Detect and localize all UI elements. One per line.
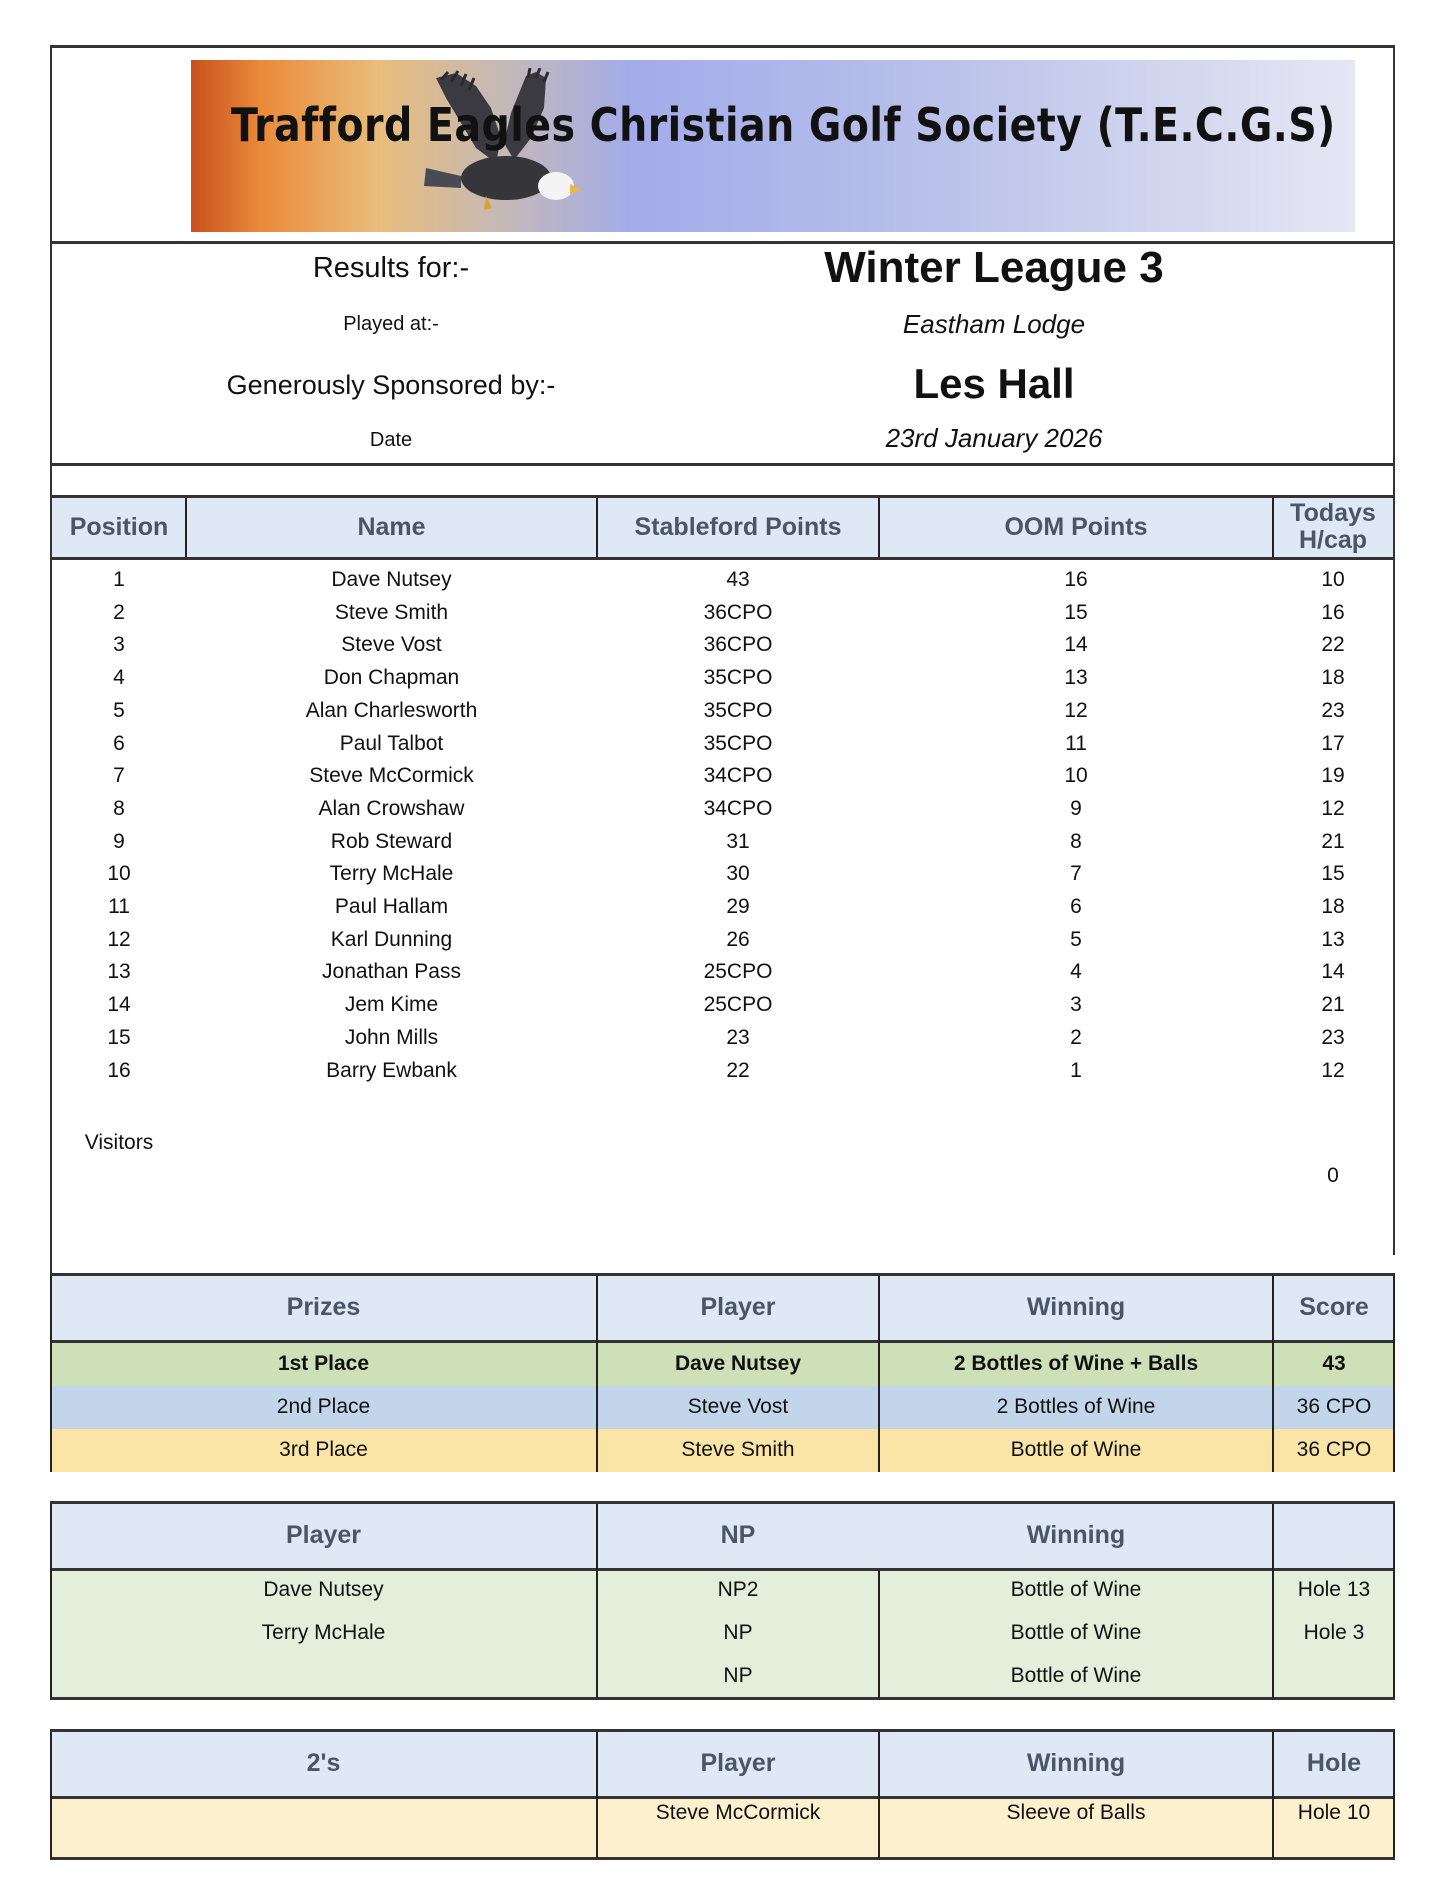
cell-hcap: 18 [1321,666,1345,690]
cell-name: Steve Vost [341,633,442,657]
banner-title: Trafford Eagles Christian Golf Society (T.E.C.G.S) [231,98,1336,152]
cell-oom: 3 [1070,993,1082,1017]
cell-hcap: 13 [1321,927,1345,951]
column-divider [50,1504,52,1698]
cell-name: Steve McCormick [309,764,474,788]
column-divider [50,1732,52,1858]
cell-oom: 10 [1064,764,1088,788]
prize-cell-score: 43 [1322,1352,1346,1375]
column-divider [878,1276,880,1472]
header-divider [596,498,598,557]
prize-cell-prize: 3rd Place [279,1438,368,1461]
prize-cell-winning: 2 Bottles of Wine [996,1395,1156,1418]
prize-cell-winning: 2 Bottles of Wine + Balls [953,1352,1199,1375]
column-divider [1272,1732,1274,1858]
twos-cell-winning: Sleeve of Balls [1006,1801,1146,1824]
cell-position: 13 [107,960,131,984]
np-cell-np: NP [723,1621,753,1644]
info-divider [50,463,1395,466]
date-value: 23rd January 2026 [885,423,1103,453]
cell-name: Alan Crowshaw [318,796,465,820]
cell-stableford: 34CPO [703,796,773,820]
frame-right-border [1393,45,1395,1255]
col-header-oom: OOM Points [1004,512,1148,541]
cell-hcap: 12 [1321,796,1345,820]
col-header-position: Position [69,512,169,541]
cell-oom: 12 [1064,698,1088,722]
date-label: Date [369,429,413,451]
played-at-label: Played at:- [343,313,439,335]
cell-position: 3 [113,633,125,657]
cell-hcap: 23 [1321,698,1345,722]
cell-position: 7 [113,764,125,788]
column-divider [596,1504,598,1698]
prizes-header-score: Score [1299,1293,1369,1322]
cell-position: 8 [113,796,125,820]
prizes-header-winning: Winning [1026,1293,1126,1322]
prize-cell-prize: 2nd Place [276,1395,371,1418]
np-bottom-border [50,1697,1395,1700]
prize-cell-player: Steve Vost [687,1395,789,1418]
cell-hcap: 15 [1321,862,1345,886]
cell-name: Don Chapman [323,666,460,690]
np-cell-hole: Hole 3 [1303,1621,1365,1644]
prize-cell-score: 36 CPO [1296,1438,1372,1461]
np-cell-winning: Bottle of Wine [1010,1621,1142,1644]
cell-position: 1 [113,568,125,591]
cell-stableford: 36CPO [703,633,773,657]
cell-name: Barry Ewbank [326,1058,457,1082]
np-cell-np: NP2 [717,1578,759,1601]
twos-header-winning: Winning [1026,1749,1126,1778]
cell-stableford: 26 [726,927,750,951]
cell-oom: 4 [1070,960,1082,984]
results-for-label: Results for:- [312,252,470,284]
cell-oom: 14 [1064,633,1088,657]
twos-header-player: Player [700,1749,776,1778]
cell-position: 10 [107,862,131,886]
frame-left-border [50,45,52,1275]
played-at-value: Eastham Lodge [902,309,1086,339]
col-header-hcap: Todays H/cap [1290,498,1376,554]
cell-oom: 1 [1070,1058,1082,1082]
np-cell-hole: Hole 13 [1297,1578,1371,1601]
cell-oom: 6 [1070,895,1082,918]
column-divider [1272,1504,1274,1698]
cell-hcap: 22 [1321,633,1345,657]
column-divider [1393,1276,1395,1472]
np-cell-player: Terry McHale [261,1621,386,1644]
cell-oom: 5 [1070,927,1082,951]
cell-hcap: 21 [1321,829,1345,853]
cell-name: Karl Dunning [330,927,453,951]
col-header-stableford: Stableford Points [634,512,842,541]
cell-stableford: 43 [726,568,750,591]
twos-cell-hole: Hole 10 [1297,1801,1371,1824]
cell-stableford: 35CPO [703,666,773,690]
cell-name: Jem Kime [344,993,439,1017]
column-divider [1393,1732,1395,1858]
np-cell-np: NP [723,1664,753,1687]
cell-hcap: 14 [1321,960,1345,984]
cell-name: Rob Steward [330,829,453,853]
column-divider [596,1276,598,1472]
cell-oom: 15 [1064,600,1088,624]
cell-stableford: 25CPO [703,960,773,984]
col-header-name: Name [357,512,426,541]
cell-oom: 8 [1070,829,1082,853]
prize-cell-player: Dave Nutsey [674,1352,802,1375]
results-header-bottom-border [50,557,1395,560]
visitors-label: Visitors [84,1131,154,1154]
np-header-winning: Winning [1026,1521,1126,1550]
cell-position: 9 [113,829,125,853]
cell-position: 11 [108,895,130,918]
prize-cell-prize: 1st Place [277,1352,370,1375]
prizes-header-player: Player [700,1293,776,1322]
cell-stableford: 36CPO [703,600,773,624]
np-header-hole [1273,1504,1395,1568]
cell-name: Dave Nutsey [331,568,452,591]
visitors-hcap: 0 [1327,1164,1339,1187]
cell-stableford: 35CPO [703,731,773,755]
cell-hcap: 16 [1321,600,1345,624]
cell-hcap: 10 [1321,568,1345,591]
np-cell-winning: Bottle of Wine [1010,1664,1142,1687]
np-header-np: NP [720,1521,756,1550]
cell-hcap: 23 [1321,1025,1345,1049]
column-divider [1393,1504,1395,1698]
cell-stableford: 23 [726,1025,750,1049]
column-divider [50,1276,52,1472]
cell-position: 5 [113,698,125,722]
cell-oom: 7 [1070,862,1082,886]
twos-header-label: 2's [306,1749,341,1778]
header-divider [878,498,880,557]
cell-stableford: 25CPO [703,993,773,1017]
cell-position: 16 [107,1058,131,1082]
cell-stableford: 30 [726,862,750,886]
twos-header-hole: Hole [1306,1749,1362,1778]
cell-oom: 9 [1070,796,1082,820]
cell-hcap: 21 [1321,993,1345,1017]
cell-position: 12 [107,927,131,951]
column-divider [596,1732,598,1858]
twos-cell-player: Steve McCormick [655,1801,821,1824]
prizes-header-prizes: Prizes [286,1293,361,1322]
cell-name: Steve Smith [334,600,449,624]
society-banner [191,60,1355,232]
np-header-player: Player [285,1521,362,1550]
cell-stableford: 29 [726,895,750,918]
np-cell-player: Dave Nutsey [263,1578,384,1601]
cell-position: 2 [113,600,125,624]
cell-hcap: 17 [1321,731,1345,755]
cell-name: Paul Talbot [339,731,444,755]
frame-top-border [50,45,1395,48]
cell-hcap: 12 [1321,1058,1345,1082]
sponsor-label: Generously Sponsored by:- [226,370,556,400]
twos-bottom-border [50,1857,1395,1860]
header-divider [1272,498,1274,557]
column-divider [1272,1276,1274,1472]
header-divider [185,498,187,557]
cell-oom: 2 [1070,1025,1082,1049]
cell-name: John Mills [344,1025,439,1049]
column-divider [878,1732,880,1858]
cell-position: 6 [113,731,125,755]
cell-oom: 13 [1064,666,1088,690]
cell-stableford: 22 [726,1058,750,1082]
cell-position: 15 [107,1025,131,1049]
cell-oom: 16 [1064,568,1088,591]
cell-hcap: 19 [1321,764,1345,788]
results-for-value: Winter League 3 [824,243,1164,292]
cell-name: Alan Charlesworth [305,698,478,722]
prize-cell-winning: Bottle of Wine [1010,1438,1142,1461]
sponsor-value: Les Hall [913,360,1075,407]
cell-name: Paul Hallam [334,895,449,918]
cell-stableford: 31 [726,829,750,853]
cell-stableford: 34CPO [703,764,773,788]
cell-name: Jonathan Pass [322,960,461,984]
prize-cell-player: Steve Smith [681,1438,795,1461]
cell-oom: 11 [1065,731,1087,755]
cell-hcap: 18 [1321,895,1345,918]
np-cell-winning: Bottle of Wine [1010,1578,1142,1601]
prize-cell-score: 36 CPO [1296,1395,1372,1418]
column-divider [878,1571,880,1698]
cell-name: Terry McHale [329,862,454,886]
cell-stableford: 35CPO [703,698,773,722]
cell-position: 4 [113,666,125,690]
cell-position: 14 [107,993,131,1017]
